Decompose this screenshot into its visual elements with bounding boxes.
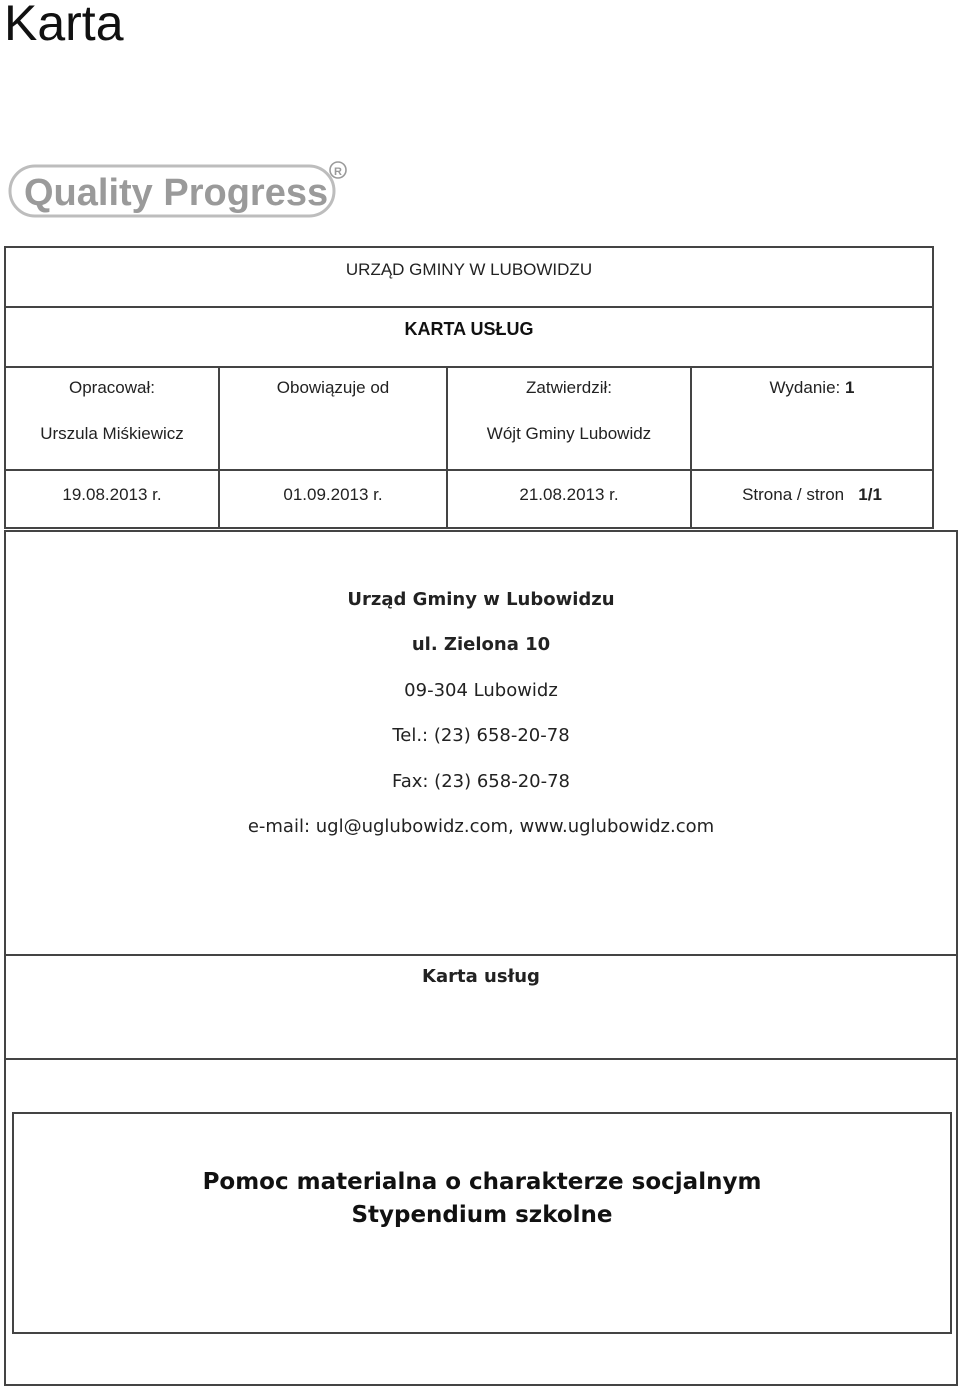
page-count	[692, 485, 932, 505]
approved-name: Wójt Gminy Lubowidz	[486, 424, 652, 443]
divider	[6, 1058, 956, 1060]
divider	[690, 368, 692, 527]
edition-label: Wydanie:	[769, 378, 841, 397]
institution-name: Urząd Gminy w Lubowidzu	[347, 589, 615, 610]
institution-street: ul. Zielona 10	[411, 634, 551, 655]
service-title: Pomoc materialna o charakterze socjalnym	[202, 1169, 762, 1195]
header-row-card	[6, 308, 932, 368]
approved-date: 21.08.2013 r.	[519, 485, 619, 504]
content-box	[4, 530, 958, 1386]
approved-label: Zatwierdził:	[526, 378, 612, 397]
svg-text:R: R	[334, 166, 342, 178]
header-row-approvals	[6, 368, 932, 471]
header-row-office	[6, 248, 932, 308]
edition	[692, 378, 932, 398]
card-title: KARTA USŁUG	[404, 319, 534, 339]
valid-label: Obowiązuje od	[276, 378, 390, 397]
prepared-name: Urszula Miśkiewicz	[40, 424, 184, 443]
prepared-label: Opracował:	[69, 378, 155, 397]
header-row-dates	[6, 471, 932, 527]
institution-phone: Tel.: (23) 658-20-78	[392, 725, 570, 746]
divider	[446, 368, 448, 527]
document-header-table	[4, 246, 934, 529]
divider	[218, 368, 220, 527]
prepared-date: 19.08.2013 r.	[62, 485, 162, 504]
office-name: URZĄD GMINY W LUBOWIDZU	[345, 260, 593, 279]
page-title: Karta	[4, 0, 124, 51]
section-title: Karta usług	[422, 966, 540, 987]
edition-value: 1	[844, 378, 855, 397]
page-value: 1/1	[858, 485, 882, 504]
divider	[6, 954, 956, 956]
quality-progress-logo	[8, 158, 353, 222]
service-subtitle: Stypendium szkolne	[351, 1202, 613, 1228]
institution-city: 09-304 Lubowidz	[404, 680, 558, 701]
institution-fax: Fax: (23) 658-20-78	[392, 771, 570, 792]
page-label: Strona / stron	[742, 485, 845, 504]
service-box	[12, 1112, 952, 1334]
svg-text:Quality Progress: Quality Progress	[24, 172, 329, 214]
valid-date: 01.09.2013 r.	[283, 485, 383, 504]
institution-email: e-mail: ugl@uglubowidz.com, www.uglubowidz.com	[247, 816, 715, 837]
